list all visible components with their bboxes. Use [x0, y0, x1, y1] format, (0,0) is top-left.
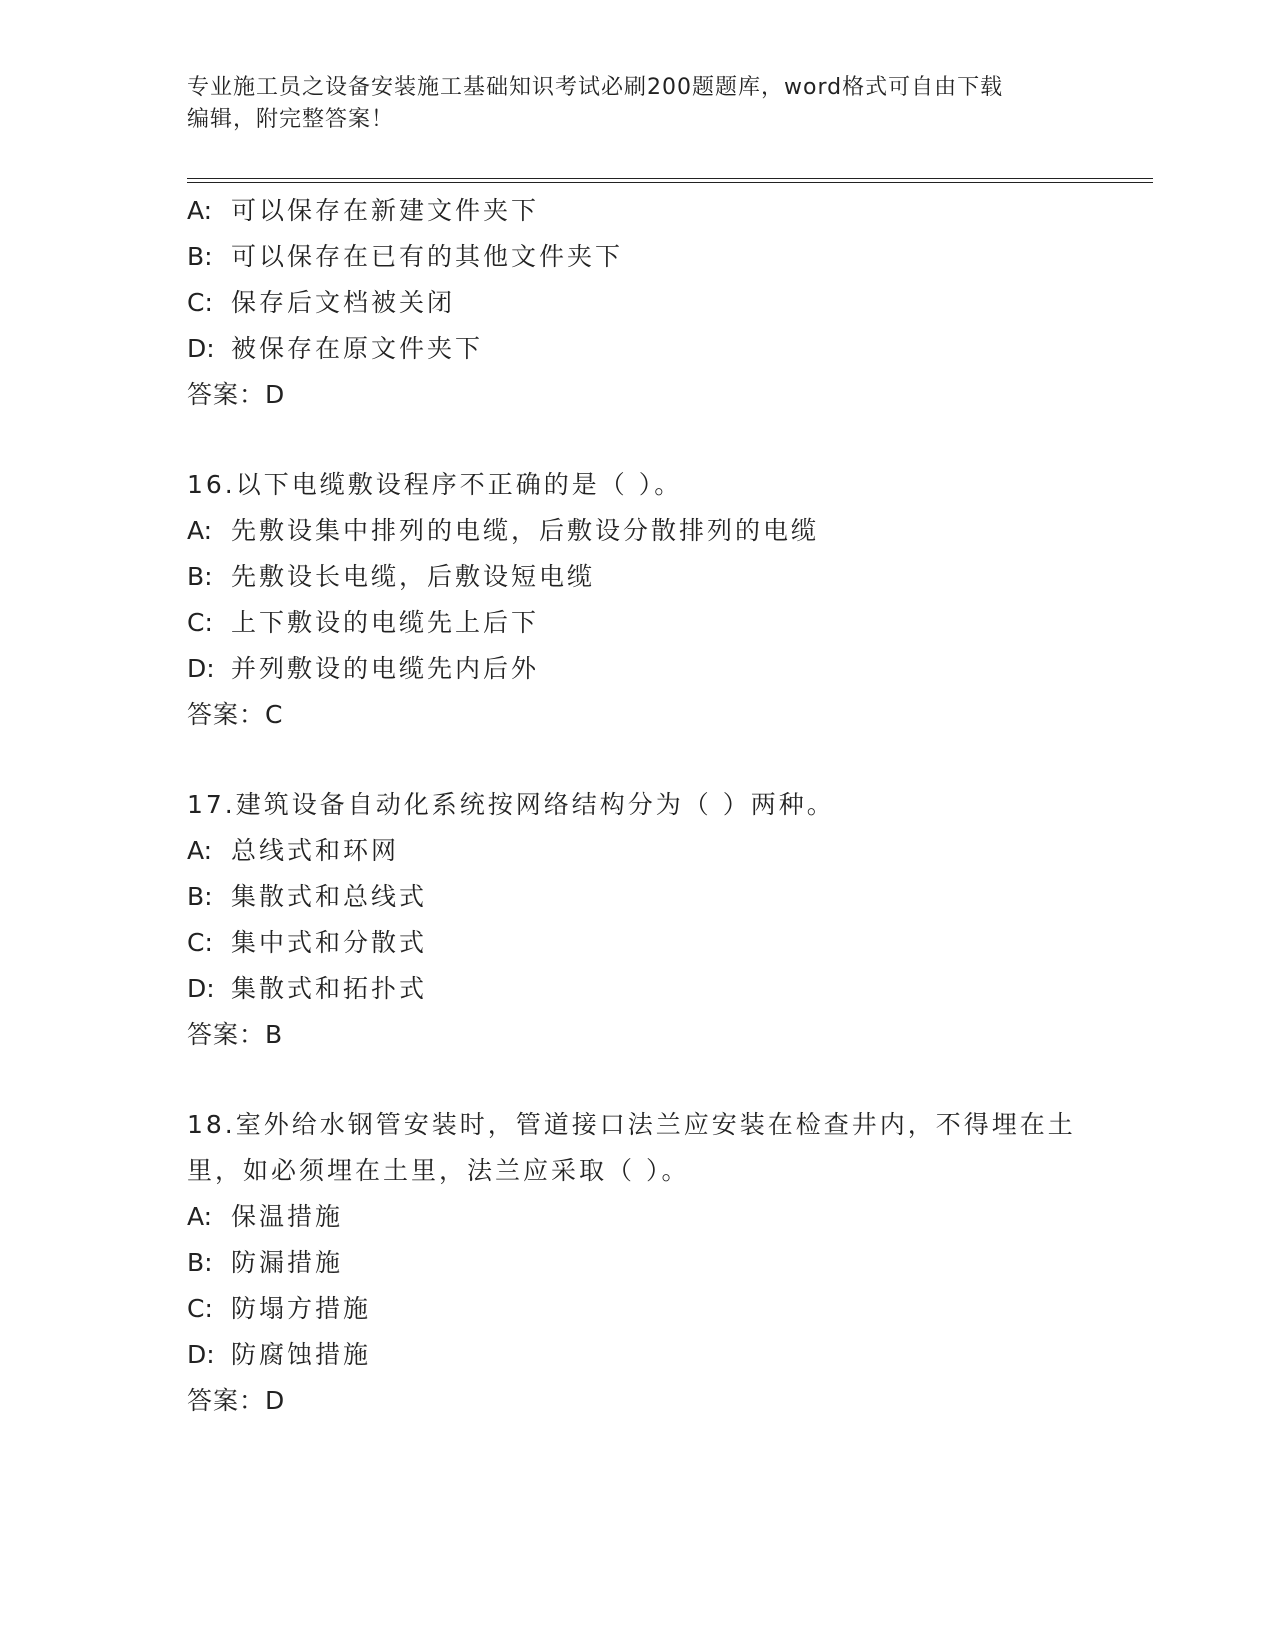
header-line-2: 编辑，附完整答案！ [187, 107, 395, 132]
option-text: 总线式和环网 [231, 836, 400, 865]
answer: 答案：C [187, 700, 284, 729]
option-text: 防漏措施 [231, 1248, 344, 1277]
header-divider [187, 178, 1153, 183]
option-d [187, 326, 1087, 372]
option-b [187, 234, 1087, 280]
option-text: 集散式和拓扑式 [231, 974, 428, 1003]
option-letter: D: [187, 1340, 215, 1369]
option-b [187, 1240, 1087, 1286]
option-text: 保温措施 [231, 1202, 344, 1231]
option-letter: D: [187, 654, 215, 683]
option-a [187, 188, 1087, 234]
option-a [187, 1194, 1087, 1240]
option-letter: C: [187, 928, 213, 957]
option-letter: A: [187, 196, 213, 225]
option-b [187, 874, 1087, 920]
option-letter: A: [187, 1202, 213, 1231]
option-a [187, 508, 1087, 554]
option-d [187, 1332, 1087, 1378]
option-letter: B: [187, 882, 213, 911]
option-letter: B: [187, 1248, 213, 1277]
option-c [187, 600, 1087, 646]
option-letter: C: [187, 608, 213, 637]
option-text: 上下敷设的电缆先上后下 [231, 608, 540, 637]
option-d [187, 646, 1087, 692]
option-letter: D: [187, 334, 215, 363]
answer: 答案：B [187, 1020, 284, 1049]
option-text: 先敷设集中排列的电缆，后敷设分散排列的电缆 [231, 516, 820, 545]
option-text: 并列敷设的电缆先内后外 [231, 654, 540, 683]
document-header [187, 72, 1087, 136]
question-18 [187, 1102, 1087, 1424]
question-stem: 16.以下电缆敷设程序不正确的是（ ）。 [187, 470, 683, 499]
option-text: 防塌方措施 [231, 1294, 372, 1323]
answer: 答案：D [187, 380, 286, 409]
question-stem: 18.室外给水钢管安装时，管道接口法兰应安装在检查井内，不得埋在土里，如必须埋在土里，法兰应采取（ ）。 [187, 1110, 1076, 1185]
option-text: 可以保存在已有的其他文件夹下 [231, 242, 624, 271]
header-line-1: 专业施工员之设备安装施工基础知识考试必刷200题题库，word格式可自由下载 [187, 75, 1004, 100]
option-letter: C: [187, 288, 213, 317]
question-list [187, 188, 1087, 1424]
option-c [187, 1286, 1087, 1332]
option-letter: C: [187, 1294, 213, 1323]
option-text: 保存后文档被关闭 [231, 288, 456, 317]
question-16 [187, 462, 1087, 738]
option-c [187, 280, 1087, 326]
option-text: 可以保存在新建文件夹下 [231, 196, 540, 225]
option-text: 集散式和总线式 [231, 882, 428, 911]
question-15 [187, 188, 1087, 418]
option-d [187, 966, 1087, 1012]
option-letter: D: [187, 974, 215, 1003]
option-text: 防腐蚀措施 [231, 1340, 372, 1369]
option-letter: A: [187, 836, 213, 865]
question-stem: 17.建筑设备自动化系统按网络结构分为（ ）两种。 [187, 790, 835, 819]
option-letter: B: [187, 242, 213, 271]
option-text: 被保存在原文件夹下 [231, 334, 484, 363]
question-17 [187, 782, 1087, 1058]
option-b [187, 554, 1087, 600]
answer: 答案：D [187, 1386, 286, 1415]
option-text: 集中式和分散式 [231, 928, 428, 957]
option-text: 先敷设长电缆，后敷设短电缆 [231, 562, 596, 591]
option-letter: B: [187, 562, 213, 591]
option-letter: A: [187, 516, 213, 545]
option-a [187, 828, 1087, 874]
option-c [187, 920, 1087, 966]
